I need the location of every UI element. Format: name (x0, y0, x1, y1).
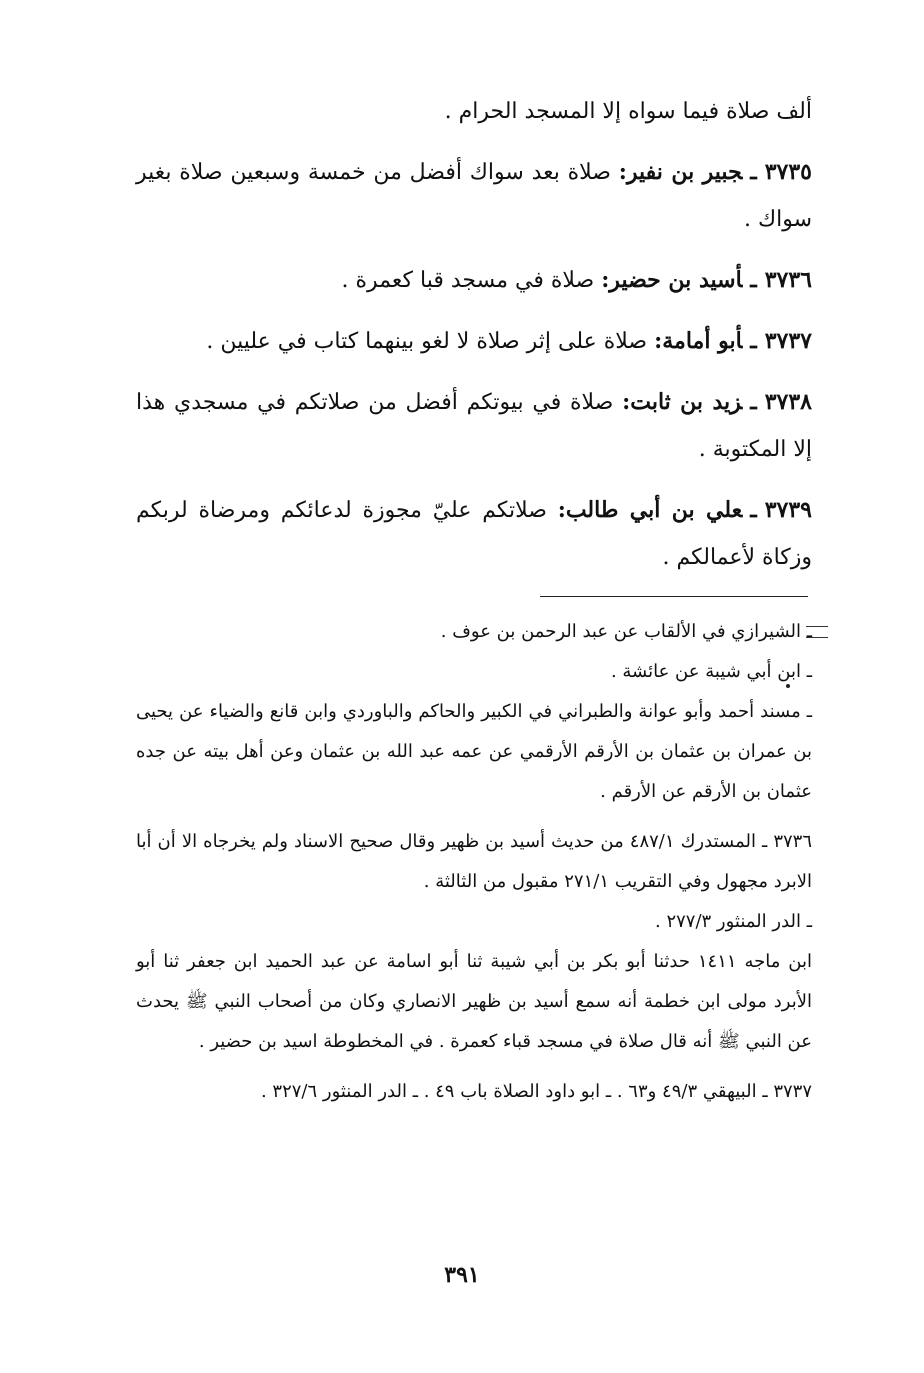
entry-text: صلاة على إثر صلاة لا لغو بينهما كتاب في عليين . (206, 329, 648, 354)
entry-number: ٣٧٣٨ (764, 389, 812, 415)
footnote-line: ـ الدر المنثور ٢٧٧/٣ . (654, 911, 812, 932)
entry-text: صلاتكم عليّ مجوزة لدعائكم ومرضاة لربكم وزكاة لأعمالكم . (136, 498, 812, 570)
entry-text: صلاة في بيوتكم أفضل من صلاتكم في مسجدي هذا إلا المكتوبة . (136, 390, 812, 462)
entry-text: صلاة في مسجد قبا كعمرة . (341, 268, 595, 293)
hadith-entry: ٣٧٣٧ـأبو أمامة: صلاة على إثر صلاة لا لغو بينهما كتاب في عليين . (206, 328, 812, 354)
hadith-entry: ٣٧٣٥ـجبير بن نفير: صلاة بعد سواك أفضل من خمسة وسبعين صلاة بغير سواك . (136, 159, 812, 232)
entry-number: ٣٧٣٦ (764, 267, 812, 293)
entry-number: ٣٧٣٩ (764, 497, 812, 523)
hadith-entry: ٣٧٣٨ـزيد بن ثابت: صلاة في بيوتكم أفضل من صلاتكم في مسجدي هذا إلا المكتوبة . (136, 389, 812, 462)
entry-narrator: جبير بن نفير: (618, 159, 743, 185)
main-text (136, 88, 812, 595)
entry-narrator: زيد بن ثابت: (622, 389, 743, 415)
entry-number: ٣٧٣٥ (764, 159, 812, 185)
footnotes (136, 612, 812, 1112)
entry-narrator: أبو أمامة: (654, 328, 743, 354)
page-number: ٣٩١ (444, 1262, 480, 1288)
footnote-divider (540, 596, 808, 597)
entry-text: صلاة بعد سواك أفضل من خمسة وسبعين صلاة بغير سواك . (136, 160, 812, 232)
footnote-line: ٣٧٣٧ ـ البيهقي ٤٩/٣ و٦٣ . ـ ابو داود الصلاة باب ٤٩ . ـ الدر المنثور ٣٢٧/٦ . (260, 1081, 812, 1102)
hadith-entry: ٣٧٣٩ـعلي بن أبي طالب: صلاتكم عليّ مجوزة لدعائكم ومرضاة لربكم وزكاة لأعمالكم . (136, 497, 812, 570)
footnote-line: ٣٧٣٦ ـ المستدرك ٤٨٧/١ من حديث أسيد بن ظهير وقال صحيح الاسناد ولم يخرجاه الا أن أبا الابرد مجهول وفي التقريب ٢٧١/١ مقبول من الثالثة . (136, 831, 813, 892)
footnote-line: ـ ابن أبي شيبة عن عائشة . (610, 661, 812, 682)
footnote-line: ـ مسند أحمد وأبو عوانة والطبراني في الكبير والحاكم والباوردي وابن قانع والضياء عن يحيى بن عمران بن عثمان بن الأرقم الأرقمي عن عمه عبد الله بن عثمان وعن أهل بيته عن جده عثمان بن الأرقم عن الأرقم . (136, 701, 812, 802)
footnote-line: ابن ماجه ١٤١١ حدثنا أبو بكر بن أبي شيبة ثنا أبو اسامة عن عبد الحميد ابن جعفر ثنا أبو الأبرد مولى ابن خطمة أنه سمع أسيد بن ظهير الانصاري وكان من أصحاب النبي ﷺ يحدث عن النبي ﷺ أنه قال صلاة في مسجد قباء كعمرة . في المخطوطة اسيد بن حضير . (136, 951, 812, 1052)
entry-narrator: أسيد بن حضير: (601, 267, 743, 293)
intro-line: ألف صلاة فيما سواه إلا المسجد الحرام . (444, 99, 812, 124)
hadith-entry: ٣٧٣٦ـأسيد بن حضير: صلاة في مسجد قبا كعمرة . (341, 267, 812, 293)
footnote-line: ـ الشيرازي في الألقاب عن عبد الرحمن بن عوف . (440, 621, 812, 642)
entry-number: ٣٧٣٧ (764, 328, 812, 354)
entry-narrator: علي بن أبي طالب: (557, 497, 743, 523)
